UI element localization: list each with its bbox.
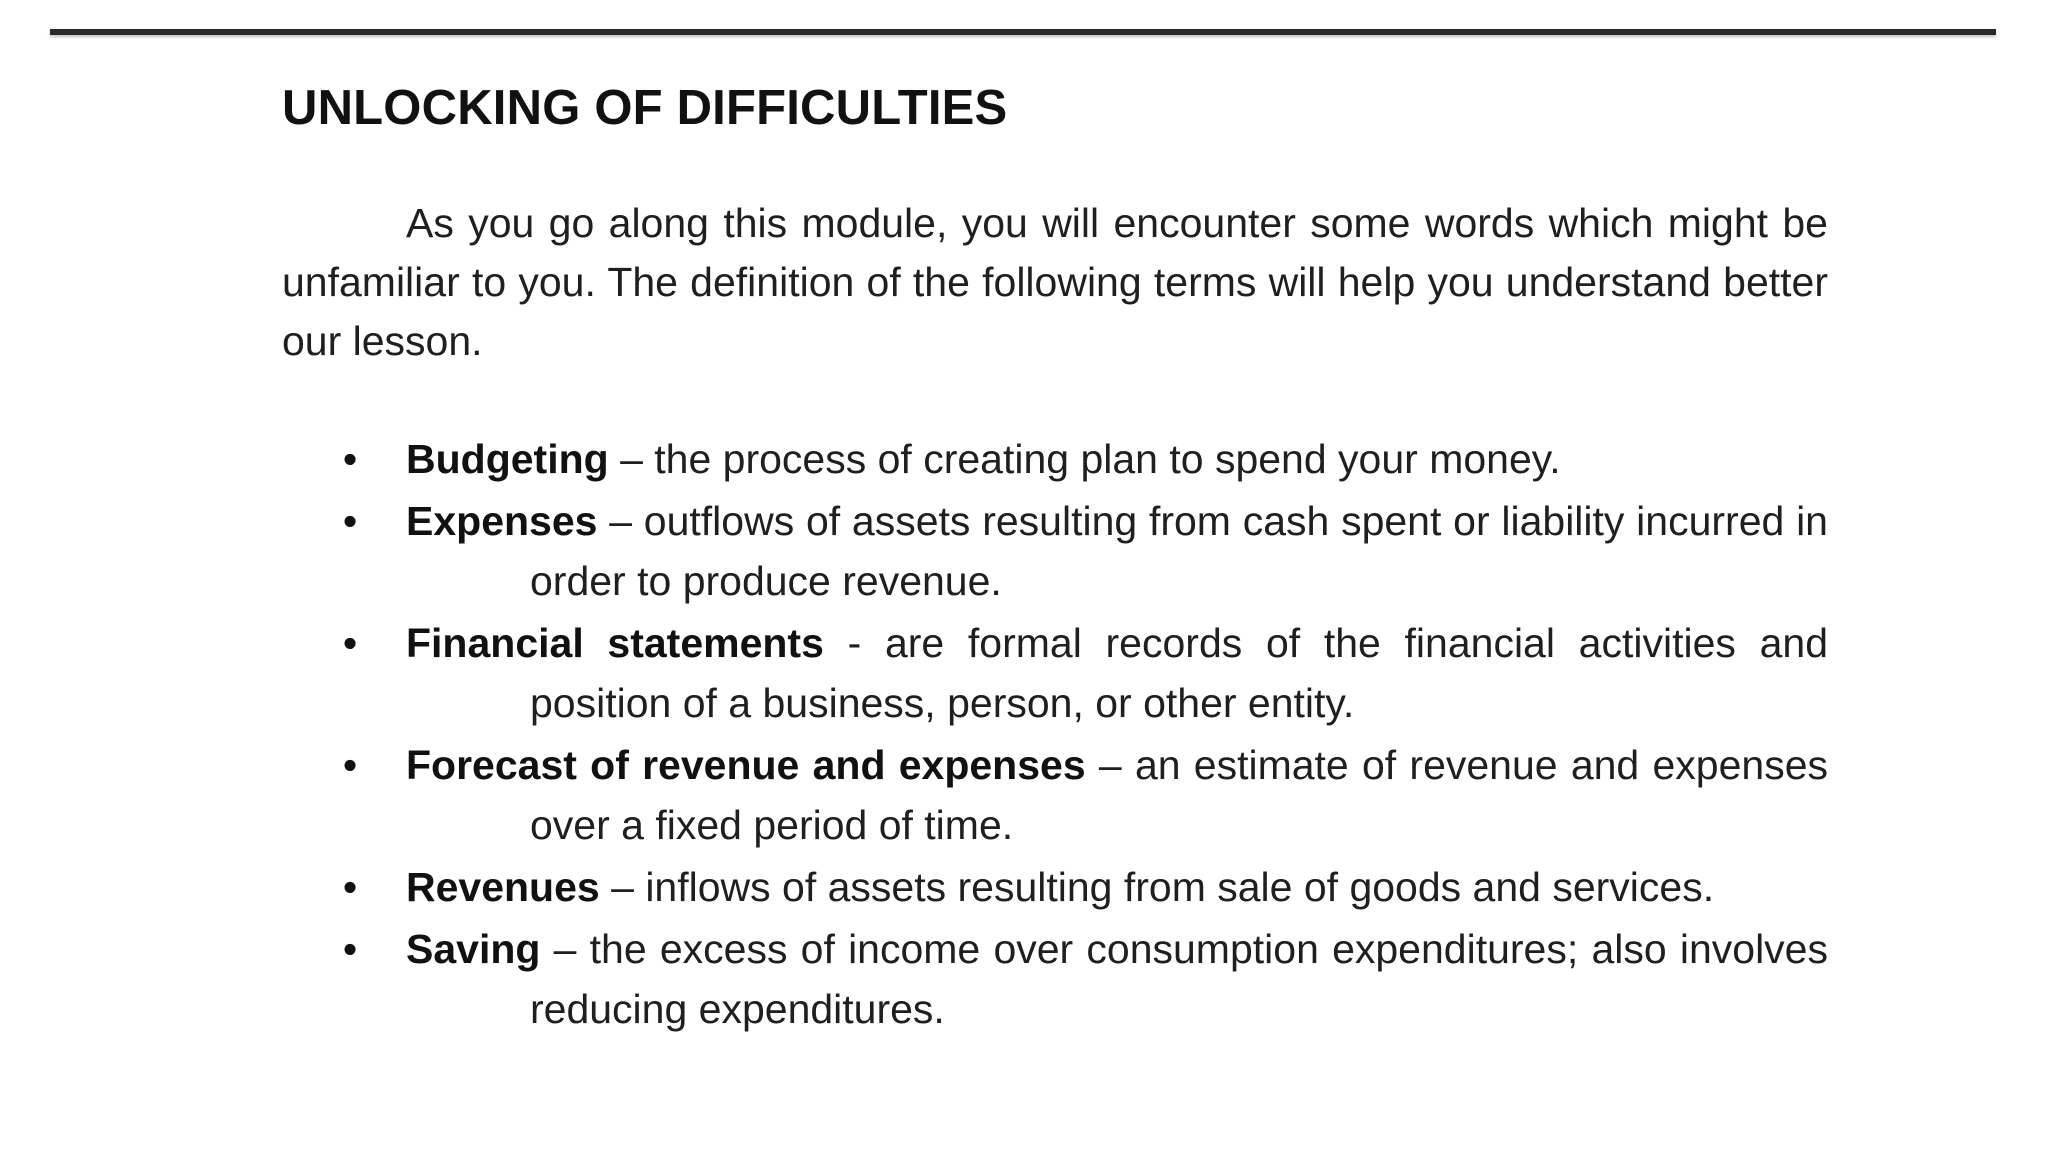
top-rule xyxy=(50,29,1996,35)
term-definition-continued: reducing expenditures. xyxy=(530,986,945,1032)
term-first-line xyxy=(406,491,1828,551)
bullet-icon: • xyxy=(342,742,358,788)
term-first-line xyxy=(406,429,1828,489)
term-word: Financial statements xyxy=(406,620,824,666)
term-first-line xyxy=(406,919,1828,979)
list-item-financial-statements xyxy=(282,613,1828,733)
page-title: UNLOCKING OF DIFFICULTIES xyxy=(282,81,1008,135)
term-separator: – xyxy=(599,864,646,910)
term-definition-continued: position of a business, person, or other entity. xyxy=(530,680,1355,726)
terms-list xyxy=(282,429,1828,1039)
list-item-revenues xyxy=(282,857,1828,917)
bullet-icon: • xyxy=(342,620,358,666)
term-definition: the process of creating plan to spend your money. xyxy=(654,436,1561,482)
list-item-forecast xyxy=(282,735,1828,855)
term-first-line xyxy=(406,613,1828,673)
list-item-expenses xyxy=(282,491,1828,611)
term-first-line xyxy=(406,857,1828,917)
term-word: Forecast of revenue and expenses xyxy=(406,742,1086,788)
term-definition: an estimate of revenue and expenses xyxy=(1134,742,1828,788)
term-definition-continued: order to produce revenue. xyxy=(530,558,1002,604)
term-word: Budgeting xyxy=(406,436,609,482)
term-definition: are formal records of the financial activities and xyxy=(884,620,1828,666)
term-separator: – xyxy=(597,498,644,544)
term-separator: - xyxy=(823,620,885,666)
term-separator: – xyxy=(1085,742,1135,788)
document-page xyxy=(282,70,1828,1041)
bullet-icon: • xyxy=(342,436,358,482)
term-definition-continued: over a fixed period of time. xyxy=(530,802,1014,848)
term-word: Revenues xyxy=(406,864,600,910)
term-definition: outflows of assets resulting from cash spent or liability incurred in xyxy=(643,498,1828,544)
bullet-icon: • xyxy=(342,498,358,544)
intro-paragraph: As you go along this module, you will encounter some words which might be unfamiliar to you. The definition of the following terms will help you understand better our lesson. xyxy=(282,200,1828,364)
term-definition: inflows of assets resulting from sale of goods and services. xyxy=(645,864,1715,910)
term-separator: – xyxy=(540,926,590,972)
term-first-line xyxy=(406,735,1828,795)
list-item-budgeting xyxy=(282,429,1828,489)
term-separator: – xyxy=(608,436,655,482)
term-word: Saving xyxy=(406,926,541,972)
list-item-saving xyxy=(282,919,1828,1039)
bullet-icon: • xyxy=(342,926,358,972)
bullet-icon: • xyxy=(342,864,358,910)
term-definition: the excess of income over consumption expenditures; also involves xyxy=(589,926,1828,972)
term-word: Expenses xyxy=(406,498,598,544)
